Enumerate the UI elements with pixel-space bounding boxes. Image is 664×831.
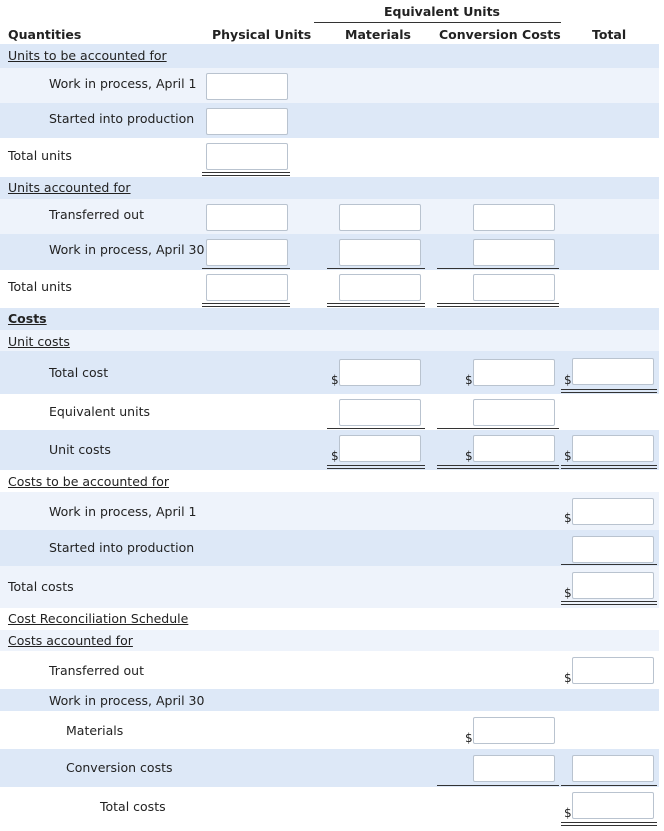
underline: [327, 268, 425, 269]
transferred-out-conversion-input[interactable]: [473, 204, 555, 231]
rec-total-costs-total-input[interactable]: [572, 792, 654, 819]
total-units2-conversion-input[interactable]: [473, 274, 555, 301]
double-underline: [202, 303, 290, 307]
currency-symbol: $: [564, 373, 572, 387]
transferred-out-label: Transferred out: [49, 207, 144, 222]
cta-wip-april1-label: Work in process, April 1: [49, 504, 197, 519]
total-cost-total-input[interactable]: [572, 358, 654, 385]
costs-accounted-label: Costs accounted for: [8, 633, 133, 648]
double-underline: [327, 303, 425, 307]
table-row: [0, 138, 659, 177]
double-underline: [561, 822, 657, 826]
rec-transferred-out-total-input[interactable]: [572, 657, 654, 684]
rec-total-costs-label: Total costs: [100, 799, 166, 814]
unit-costs-total-input[interactable]: [572, 435, 654, 462]
total-units2-label: Total units: [8, 279, 72, 294]
unit-costs-conversion-input[interactable]: [473, 435, 555, 462]
currency-symbol: $: [331, 373, 339, 387]
total-units2-materials-input[interactable]: [339, 274, 421, 301]
wip-april30-conversion-input[interactable]: [473, 239, 555, 266]
section-row: [0, 330, 659, 351]
reconciliation-label: Cost Reconciliation Schedule: [8, 611, 189, 626]
currency-symbol: $: [465, 449, 473, 463]
rec-materials-conversion-col-input[interactable]: [473, 717, 555, 744]
currency-symbol: $: [465, 373, 473, 387]
total-cost-label: Total cost: [49, 365, 109, 380]
total-units-label: Total units: [8, 148, 72, 163]
underline: [202, 268, 290, 269]
cta-started-label: Started into production: [49, 540, 195, 555]
unit-costs-section-label: Unit costs: [8, 334, 70, 349]
currency-symbol: $: [465, 731, 473, 745]
rec-transferred-out-label: Transferred out: [49, 663, 144, 678]
started-label: Started into production: [49, 111, 195, 126]
cta-started-total-input[interactable]: [572, 536, 654, 563]
currency-symbol: $: [331, 449, 339, 463]
physical-units-header: Physical Units: [212, 27, 312, 42]
section-row: [0, 308, 659, 330]
materials-header: Materials: [345, 27, 411, 42]
transferred-out-physical-input[interactable]: [206, 204, 288, 231]
double-underline: [437, 465, 559, 469]
double-underline: [437, 303, 559, 307]
underline: [327, 428, 425, 429]
cta-wip-april1-total-input[interactable]: [572, 498, 654, 525]
wip-april1-physical-input[interactable]: [206, 73, 288, 100]
unit-costs-materials-input[interactable]: [339, 435, 421, 462]
equivalent-units-header: Equivalent Units: [384, 4, 500, 19]
started-physical-input[interactable]: [206, 108, 288, 135]
unit-costs-label: Unit costs: [49, 442, 111, 457]
total-cost-materials-input[interactable]: [339, 359, 421, 386]
total-cost-conversion-input[interactable]: [473, 359, 555, 386]
underline: [561, 564, 657, 565]
double-underline: [561, 601, 657, 605]
double-underline: [202, 172, 290, 176]
rec-conversion-conversion-col-input[interactable]: [473, 755, 555, 782]
rec-materials-label: Materials: [66, 723, 124, 738]
quantities-header: Quantities: [8, 27, 82, 42]
total-units-physical-input[interactable]: [206, 143, 288, 170]
conversion-costs-header: Conversion Costs: [439, 27, 561, 42]
wip-april30-label: Work in process, April 30: [49, 242, 205, 257]
currency-symbol: $: [564, 586, 572, 600]
underline: [437, 785, 559, 786]
units-accounted-label: Units accounted for: [8, 180, 131, 195]
currency-symbol: $: [564, 449, 572, 463]
equivalent-units-materials-input[interactable]: [339, 399, 421, 426]
units-to-be-accounted-label: Units to be accounted for: [8, 48, 167, 63]
total-costs-label: Total costs: [8, 579, 74, 594]
rec-conversion-total-input[interactable]: [572, 755, 654, 782]
underline: [561, 785, 657, 786]
underline: [437, 428, 559, 429]
wip-april1-label: Work in process, April 1: [49, 76, 197, 91]
total-units2-physical-input[interactable]: [206, 274, 288, 301]
costs-to-be-accounted-label: Costs to be accounted for: [8, 474, 169, 489]
rec-wip-april30-label: Work in process, April 30: [49, 693, 205, 708]
total-costs-total-input[interactable]: [572, 572, 654, 599]
total-header: Total: [592, 27, 627, 42]
currency-symbol: $: [564, 806, 572, 820]
rec-conversion-label: Conversion costs: [66, 760, 173, 775]
costs-label: Costs: [8, 311, 47, 326]
underline: [437, 268, 559, 269]
currency-symbol: $: [564, 511, 572, 525]
equivalent-units-label: Equivalent units: [49, 404, 150, 419]
double-underline: [327, 465, 425, 469]
header-divider: [314, 22, 561, 23]
currency-symbol: $: [564, 671, 572, 685]
equivalent-units-conversion-input[interactable]: [473, 399, 555, 426]
double-underline: [561, 465, 657, 469]
wip-april30-physical-input[interactable]: [206, 239, 288, 266]
double-underline: [561, 389, 657, 393]
transferred-out-materials-input[interactable]: [339, 204, 421, 231]
wip-april30-materials-input[interactable]: [339, 239, 421, 266]
